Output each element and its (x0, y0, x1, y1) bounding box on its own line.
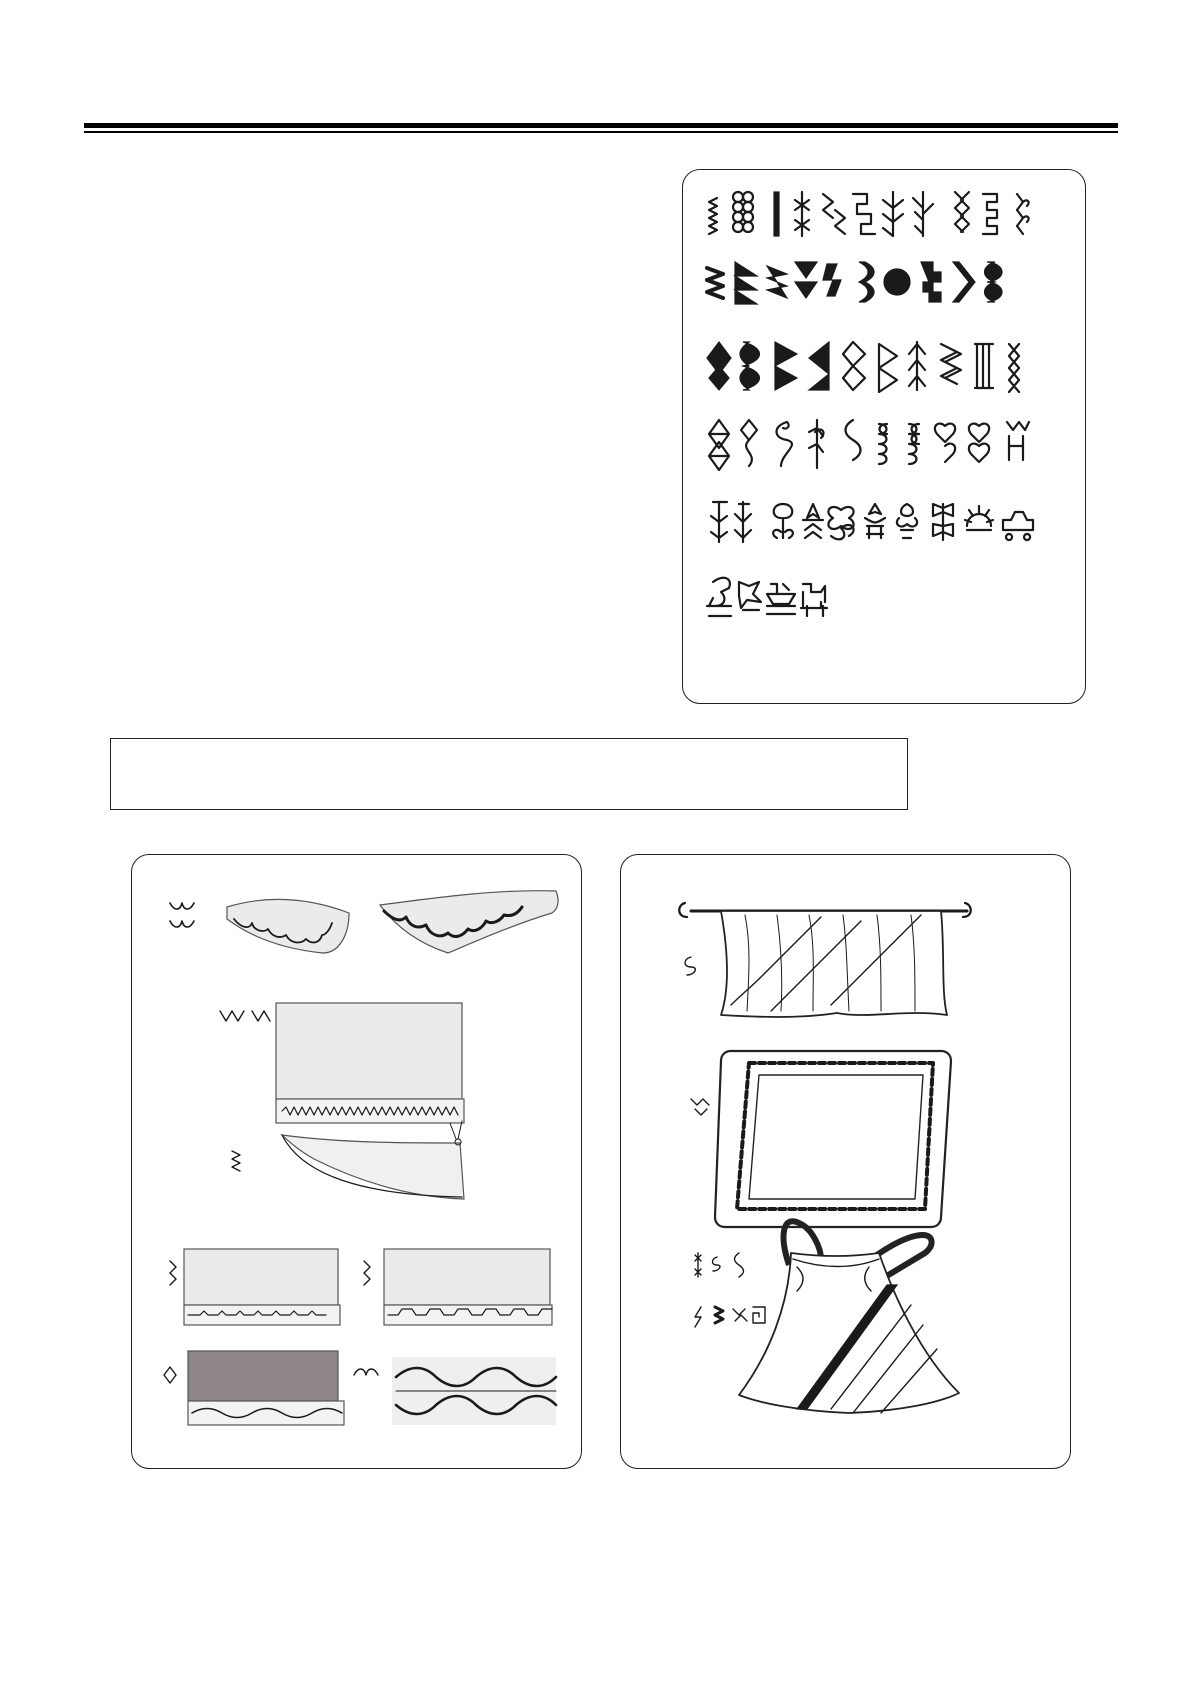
scroll-stitch-icon (691, 1099, 709, 1115)
curtain-example (679, 903, 971, 1017)
stitch-triangle-chain-icon (1009, 344, 1019, 392)
hem-band-example (220, 1003, 464, 1123)
stitch-scroll-icon (773, 504, 793, 538)
stitch-row-1 (709, 192, 1029, 236)
scroll-stitch-icon-2 (733, 1309, 747, 1321)
stitch-cat-icon (707, 578, 731, 616)
bag-stitch-icons (695, 1253, 765, 1327)
bag-body (739, 1253, 959, 1413)
star-stitch-icon (695, 1253, 701, 1277)
stitch-satin-peak-icon (809, 342, 829, 390)
curl-stitch-icon-2 (713, 1257, 720, 1271)
scallop-stitch-icon (170, 903, 194, 927)
stitch-row-6 (707, 578, 827, 616)
stitch-pattern-grid (683, 170, 1085, 703)
stitch-triangle-outline-icon (879, 344, 897, 392)
stitch-heart-loop-icon (935, 424, 955, 462)
stitch-square-wave-icon (983, 194, 997, 234)
dark-fabric-fold (188, 1401, 344, 1425)
decorative-stitch-icon (232, 1151, 240, 1171)
scalloped-collar-example (170, 891, 558, 953)
greek-stitch-icon (753, 1307, 765, 1323)
wave-stitch-icon-left (164, 1367, 176, 1383)
wave-stitch-icon (735, 1253, 744, 1277)
stitch-comb-icon (975, 344, 993, 388)
napkin-example (691, 1051, 951, 1227)
stitch-dog-icon (801, 584, 827, 616)
stitch-loop-chain-icon (909, 424, 919, 464)
stitch-zigzag-icon (709, 198, 717, 234)
curved-fabric (282, 1135, 464, 1199)
collar-right (380, 891, 558, 953)
stitch-double-heart-icon (969, 424, 989, 462)
header-rule-thin (84, 131, 1118, 133)
stitch-satin-diamond-icon (707, 342, 731, 390)
wave-stitch-icon-right (354, 1369, 378, 1375)
stitch-diamond-outline-icon (843, 342, 865, 390)
stitch-bow-icon (711, 502, 727, 542)
bag-example (695, 1221, 959, 1413)
stitch-bird-icon (739, 582, 761, 610)
stitch-satin-scallop-icon (985, 262, 1003, 302)
stitch-diamond-chain-icon (709, 420, 729, 470)
stitch-satin-curve-icon (740, 342, 760, 390)
stitch-flower-icon (803, 504, 823, 538)
stitch-tree-zigzag-icon (955, 192, 969, 232)
dark-fabric (188, 1351, 338, 1401)
stitch-satin-wedge-icon (735, 262, 757, 304)
stitch-diamond-vine-icon (741, 420, 757, 466)
stitch-row-3 (707, 342, 1019, 392)
hem-fabric (276, 1003, 462, 1099)
stitch-bar-icon (774, 192, 779, 236)
stitch-curl-icon (777, 422, 792, 466)
stitch-satin-triangle-icon (767, 266, 787, 298)
stitch-satin-fan-icon (775, 342, 797, 390)
left-applications-panel (131, 854, 582, 1469)
stitch-arrow-zigzag-icon (823, 194, 845, 234)
stitch-crown-icon (1007, 422, 1029, 460)
double-hem-example (170, 1249, 552, 1325)
stitch-butterfly-icon (933, 504, 953, 540)
stitch-s-curve-icon (846, 420, 861, 460)
stitch-star-icon (795, 192, 809, 236)
dark-hem-example (164, 1351, 556, 1425)
stitch-leaf-cluster-icon (897, 504, 917, 538)
stitch-pattern-panel (682, 169, 1086, 704)
stitch-flower-bow-icon (735, 502, 751, 542)
stitch-boat-icon (767, 584, 795, 614)
stitch-satin-chevron-icon (953, 262, 975, 302)
stitch-satin-slant-icon (823, 264, 841, 296)
lightning-stitch-icon (695, 1307, 701, 1327)
hem-right-fabric (384, 1249, 550, 1305)
stitch-row-4 (709, 420, 1029, 470)
stitch-cross-loop-icon (828, 507, 853, 539)
stitch-row-2 (707, 262, 1002, 304)
stitch-greek-icon (853, 194, 875, 234)
stitch-honeycomb-icon (733, 192, 753, 232)
right-applications-panel (620, 854, 1071, 1469)
satin-stitch-icon (220, 1011, 270, 1021)
stitch-loop-icon (879, 424, 887, 464)
hem-left-fabric (184, 1249, 338, 1305)
curl-stitch-icon (685, 957, 695, 975)
zigzag-hem-icon-right (364, 1261, 370, 1285)
stitch-sun-icon (965, 506, 993, 530)
stitch-heart-chain-icon (1017, 194, 1029, 234)
curtain-rod-end-left (679, 903, 687, 917)
stitch-satin-zigzag-icon (707, 268, 723, 298)
stitch-braid-icon (941, 344, 961, 384)
stitch-satin-step-icon (921, 262, 941, 302)
hem-right-fold (384, 1305, 552, 1325)
stitch-tulip-icon (865, 504, 885, 538)
stitch-row-5 (711, 502, 1033, 542)
stitch-fern-icon (913, 192, 933, 236)
curved-edge-example (232, 1121, 464, 1199)
stitch-satin-dot-icon (884, 269, 910, 295)
note-box (110, 738, 908, 810)
right-illustrations (621, 855, 1070, 1468)
header-rule-thick (84, 123, 1118, 128)
left-illustrations (132, 855, 581, 1468)
stitch-arrow-tree-icon (909, 342, 925, 390)
satin-zigzag-stitch-icon (715, 1307, 723, 1323)
zigzag-hem-icon-left (170, 1261, 176, 1285)
stitch-leaf-vine-icon (809, 420, 823, 468)
stitch-car-icon (1003, 512, 1033, 540)
tie-strings (450, 1121, 462, 1145)
stitch-feather-icon (883, 192, 903, 236)
napkin-inner (749, 1075, 923, 1199)
stitch-satin-arrow-down-icon (795, 262, 817, 298)
stitch-satin-wave-icon (859, 262, 874, 302)
